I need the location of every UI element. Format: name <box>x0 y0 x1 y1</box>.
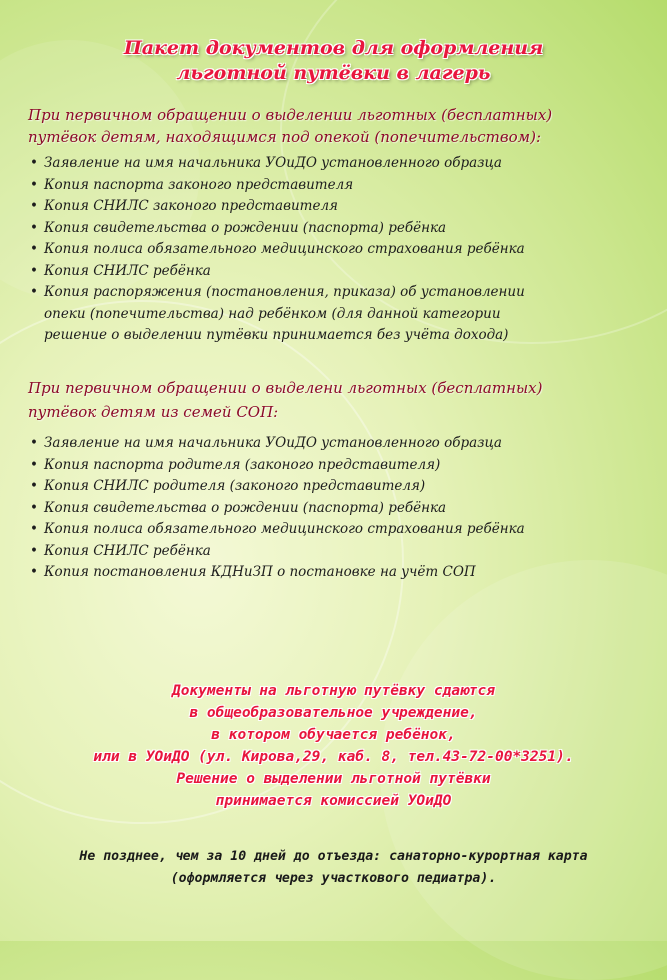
title-line: льготной путёвки в лагерь <box>176 62 491 84</box>
info-line: Решение о выделении льготной путёвки <box>176 771 491 787</box>
list-item: • Копия СНИЛС ребёнка <box>30 541 660 563</box>
list-item <box>30 282 660 347</box>
info-line: принимается комиссией УОиДО <box>215 793 452 809</box>
section2-heading <box>28 376 653 424</box>
note-line: Не позднее, чем за 10 дней до отъезда: санаторно-курортная карта <box>79 849 588 864</box>
footer-note <box>0 846 667 890</box>
list-item-text: опеки (попечительства) над ребёнком (для данной категории <box>44 305 501 322</box>
list-item: • Копия СНИЛС законого представителя <box>30 196 660 218</box>
list-item: • Копия паспорта законого представителя <box>30 175 660 197</box>
info-line: или в УОиДО (ул. Кирова,29, каб. 8, тел.43-72-00*3251). <box>93 749 574 765</box>
note-line: (оформляется через участкового педиатра). <box>170 871 497 886</box>
list-item: • Копия полиса обязательного медицинского страхования ребёнка <box>30 239 660 261</box>
heading-line: При первичном обращении о выделени льготных (бесплатных) <box>28 379 543 397</box>
heading-line: При первичном обращении о выделении льготных (бесплатных) <box>28 106 553 124</box>
list-item-text: решение о выделении путёвки принимается без учёта дохода) <box>44 327 509 343</box>
submission-info <box>0 680 667 812</box>
list-item: • Копия паспорта родителя (законого представителя) <box>30 455 660 477</box>
section1-heading <box>28 104 653 148</box>
heading-line: путёвок детям, находящимся под опекой (попечительством): <box>28 128 541 146</box>
list-item: • Копия постановления КДНиЗП о постановке на учёт СОП <box>30 562 660 584</box>
list-item: • Копия СНИЛС родителя (законого представителя) <box>30 476 660 498</box>
list-item: • Копия СНИЛС ребёнка <box>30 261 660 283</box>
list-item: • Заявление на имя начальника УОиДО установленного образца <box>30 153 660 175</box>
list-item: • Заявление на имя начальника УОиДО установленного образца <box>30 433 660 455</box>
list-item: • Копия свидетельства о рождении (паспорта) ребёнка <box>30 498 660 520</box>
list-item-text: • Копия распоряжения (постановления, приказа) об установлении <box>44 284 525 300</box>
list-item: • Копия свидетельства о рождении (паспорта) ребёнка <box>30 218 660 240</box>
info-line: в общеобразовательное учреждение, <box>189 705 478 721</box>
heading-line: путёвок детям из семей СОП: <box>28 403 279 421</box>
title-line: Пакет документов для оформления <box>123 37 544 59</box>
section1-list <box>30 153 660 347</box>
section2-list <box>30 433 660 584</box>
info-line: Документы на льготную путёвку сдаются <box>171 683 495 699</box>
info-line: в котором обучается ребёнок, <box>211 727 456 743</box>
list-item: • Копия полиса обязательного медицинского страхования ребёнка <box>30 519 660 541</box>
page-title <box>0 36 667 86</box>
